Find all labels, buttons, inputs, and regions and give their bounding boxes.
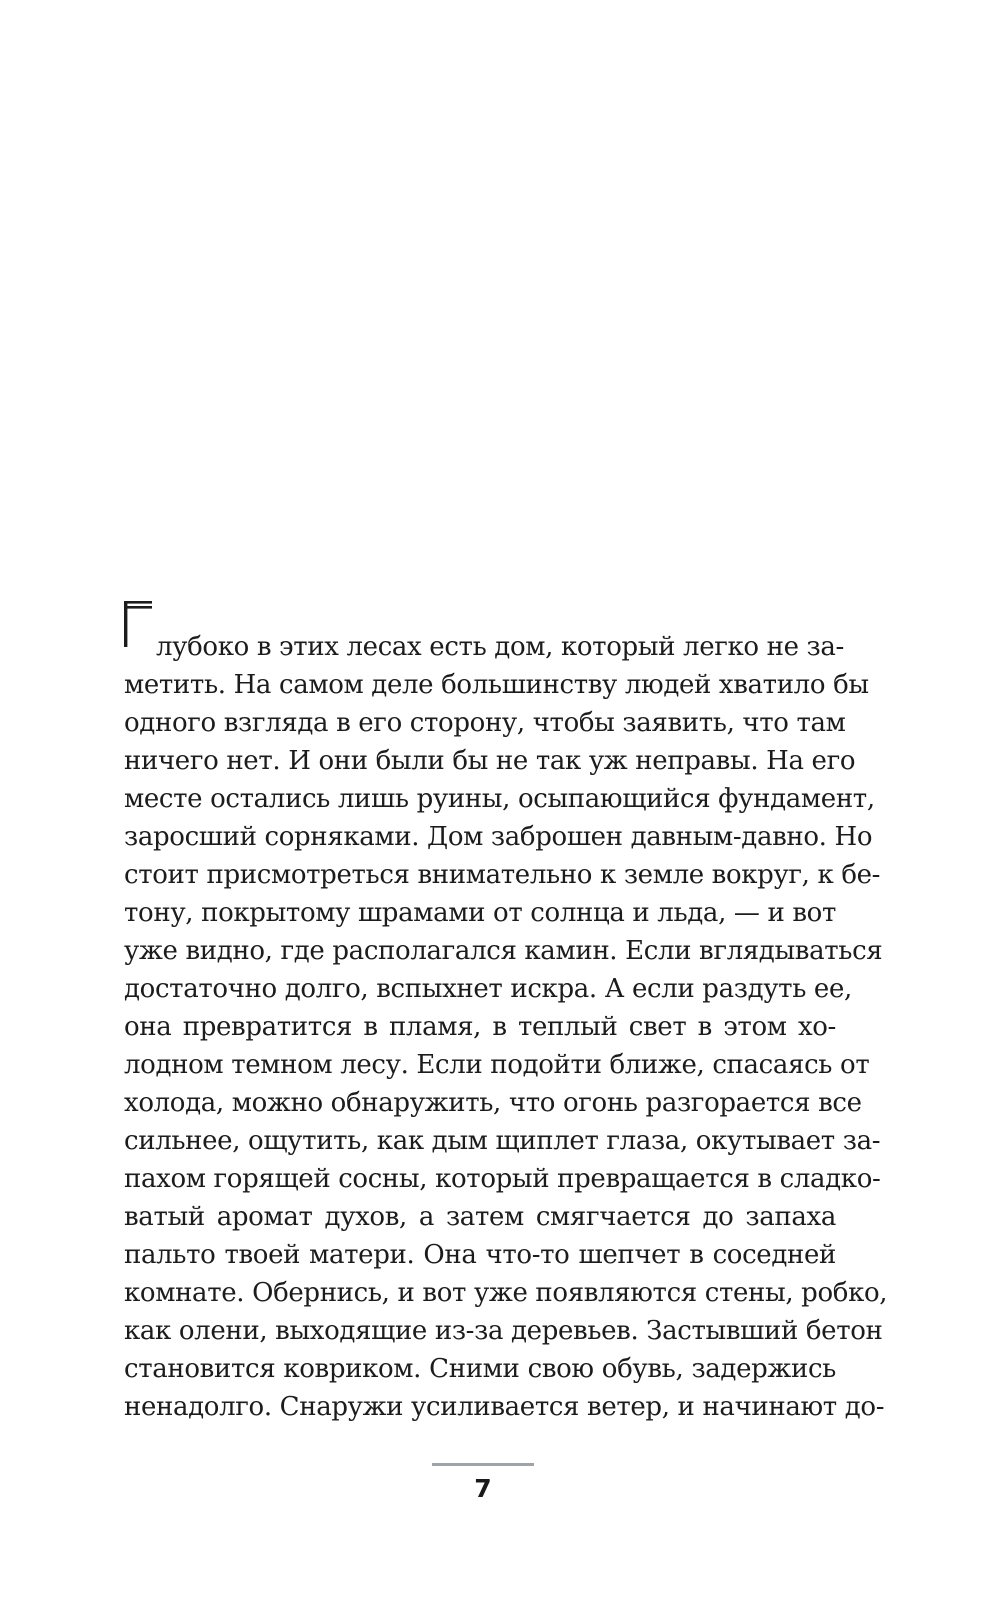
text-line-12: лодном темном лесу. Если подойти ближе, спасаясь от bbox=[124, 1050, 870, 1080]
text-line-3: одного взгляда в его сторону, чтобы заявить, что там bbox=[124, 708, 846, 738]
text-line-2: метить. На самом деле большинству людей хватило бы bbox=[124, 670, 869, 700]
text-line-6: заросший сорняками. Дом заброшен давным-давно. Но bbox=[124, 822, 873, 852]
body-paragraph bbox=[124, 628, 888, 1426]
text-line-19: как олени, выходящие из-за деревьев. Застывший бетон bbox=[124, 1316, 883, 1346]
text-line-17: пальто твоей матери. Она что-то шепчет в соседней bbox=[124, 1240, 836, 1270]
text-line-8: тону, покрытому шрамами от солнца и льда, — и вот bbox=[124, 898, 836, 928]
page-number: 7 bbox=[474, 1474, 492, 1503]
text-line-7: стоит присмотреться внимательно к земле вокруг, к бе- bbox=[124, 860, 881, 890]
text-line-18: комнате. Обернись, и вот уже появляются стены, робко, bbox=[124, 1278, 888, 1308]
text-line-21: ненадолго. Снаружи усиливается ветер, и начинают до- bbox=[124, 1392, 885, 1422]
page-number-rule bbox=[432, 1463, 534, 1466]
drop-cap-top-bar bbox=[124, 601, 152, 604]
text-line-15: пахом горящей сосны, который превращается в сладко- bbox=[124, 1164, 881, 1194]
text-line-13: холода, можно обнаружить, что огонь разгорается все bbox=[124, 1088, 862, 1118]
text-line-10: достаточно долго, вспыхнет искра. А если раздуть ее, bbox=[124, 974, 852, 1004]
text-line-11: она превратится в пламя, в теплый свет в этом хо- bbox=[124, 1012, 836, 1042]
text-line-4: ничего нет. И они были бы не так уж неправы. На его bbox=[124, 746, 856, 776]
text-line-14: сильнее, ощутить, как дым щиплет глаза, окутывает за- bbox=[124, 1126, 881, 1156]
text-line-1: лубоко в этих лесах есть дом, который легко не за- bbox=[156, 632, 844, 662]
text-line-20: становится ковриком. Сними свою обувь, задержись bbox=[124, 1354, 836, 1384]
drop-cap-inner-bar bbox=[124, 606, 152, 609]
text-line-16: ватый аромат духов, а затем смягчается до запаха bbox=[124, 1202, 836, 1232]
text-line-5: месте остались лишь руины, осыпающийся фундамент, bbox=[124, 784, 875, 814]
text-line-9: уже видно, где располагался камин. Если вглядываться bbox=[124, 936, 883, 966]
